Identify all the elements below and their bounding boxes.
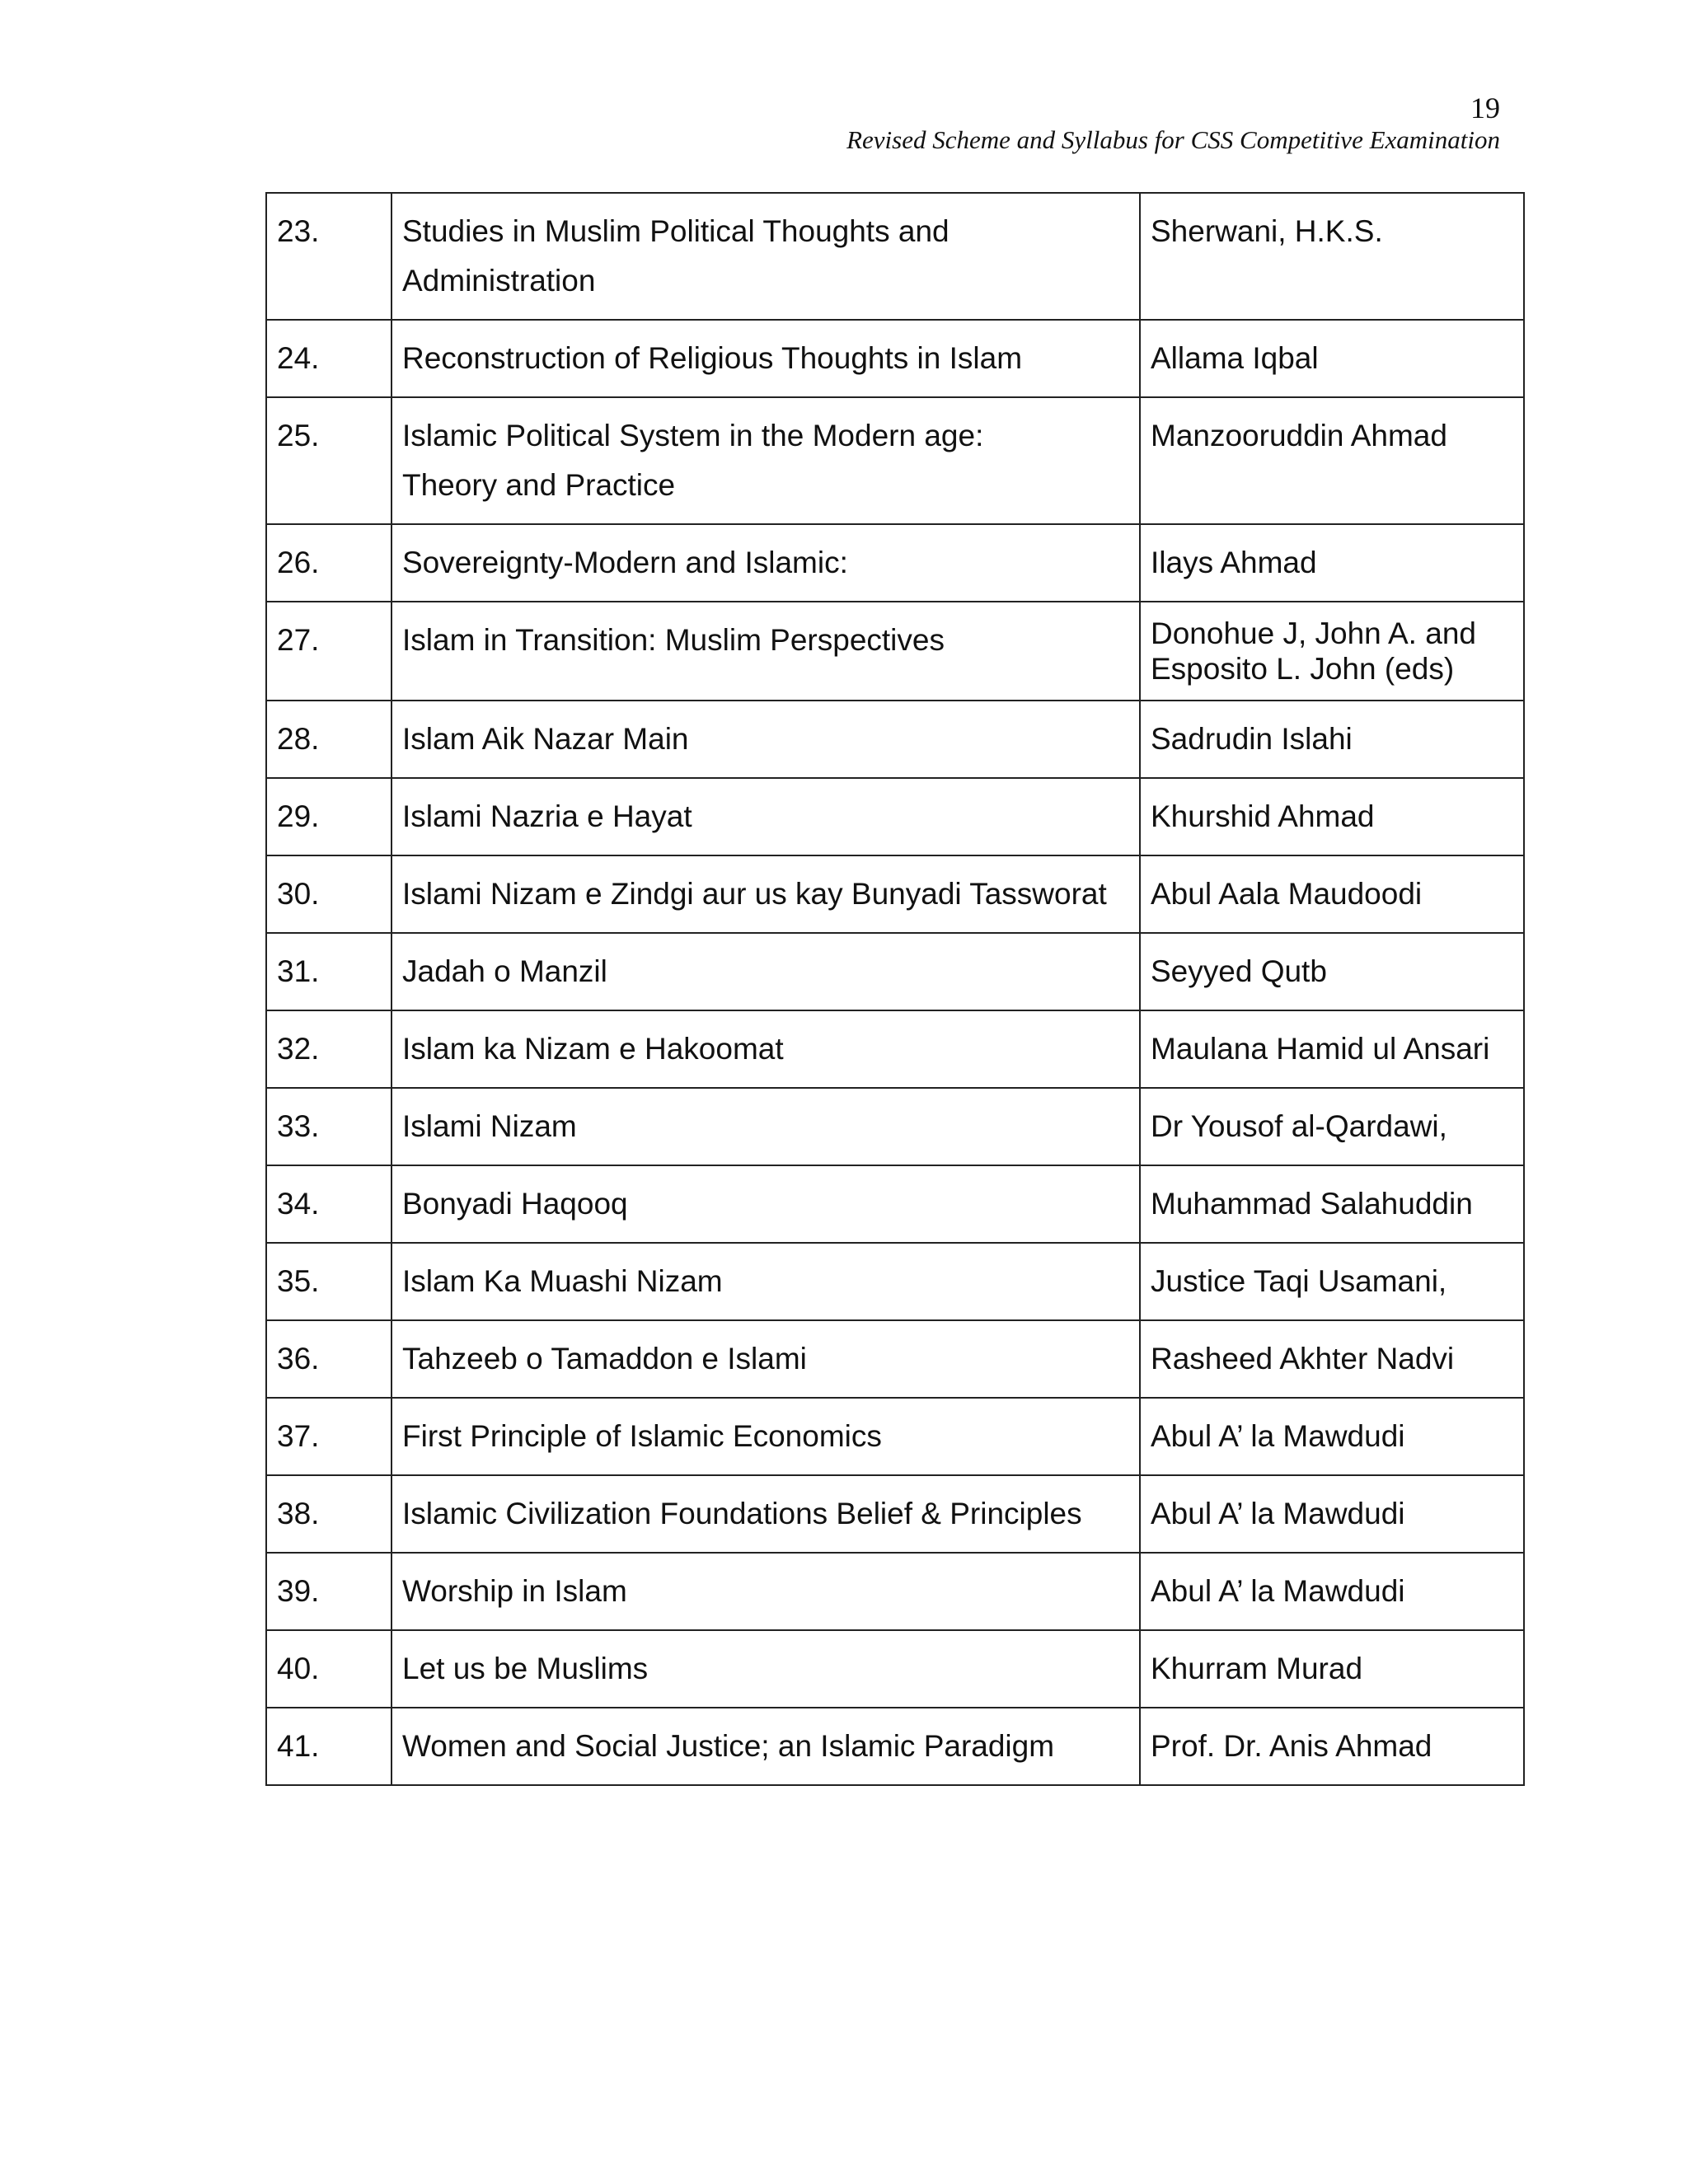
- book-title: [392, 1708, 1140, 1785]
- table-row: [266, 1398, 1524, 1475]
- row-number: 37.: [266, 1398, 392, 1475]
- title-line: Islamic Political System in the Modern age:: [402, 419, 984, 452]
- table-row: [266, 193, 1524, 320]
- table-row: [266, 1165, 1524, 1243]
- author-line: Donohue J, John A. and: [1151, 616, 1476, 650]
- author-line: Esposito L. John (eds): [1151, 652, 1455, 686]
- author-line: Sadrudin Islahi: [1151, 722, 1353, 756]
- row-number: 36.: [266, 1320, 392, 1398]
- book-title: [392, 320, 1140, 397]
- book-title: [392, 1553, 1140, 1630]
- book-title: [392, 602, 1140, 701]
- title-line: Administration: [402, 264, 596, 298]
- table-row: [266, 1553, 1524, 1630]
- row-number: 31.: [266, 933, 392, 1010]
- running-header: Revised Scheme and Syllabus for CSS Competitive Examination: [846, 125, 1500, 154]
- author: [1140, 524, 1524, 602]
- table-row: [266, 1320, 1524, 1398]
- title-line: Islami Nazria e Hayat: [402, 799, 692, 833]
- book-title: [392, 1398, 1140, 1475]
- author: [1140, 397, 1524, 524]
- title-line: Jadah o Manzil: [402, 954, 607, 988]
- row-number: 33.: [266, 1088, 392, 1165]
- author: [1140, 855, 1524, 933]
- author: [1140, 1243, 1524, 1320]
- author: [1140, 933, 1524, 1010]
- row-number: 27.: [266, 602, 392, 701]
- row-number: 34.: [266, 1165, 392, 1243]
- author: [1140, 1398, 1524, 1475]
- title-line: Bonyadi Haqooq: [402, 1187, 628, 1221]
- table-row: [266, 1475, 1524, 1553]
- table-row: [266, 320, 1524, 397]
- row-number: 35.: [266, 1243, 392, 1320]
- book-title: [392, 701, 1140, 778]
- book-title: [392, 193, 1140, 320]
- author-line: Abul A’ la Mawdudi: [1151, 1419, 1405, 1453]
- book-title: [392, 855, 1140, 933]
- book-title: [392, 1320, 1140, 1398]
- book-title: [392, 1088, 1140, 1165]
- author: [1140, 320, 1524, 397]
- title-line: Islam Aik Nazar Main: [402, 722, 689, 756]
- author-line: Rasheed Akhter Nadvi: [1151, 1342, 1455, 1376]
- author: [1140, 1088, 1524, 1165]
- author: [1140, 1475, 1524, 1553]
- table-row: [266, 1010, 1524, 1088]
- title-line: Tahzeeb o Tamaddon e Islami: [402, 1342, 807, 1376]
- author-line: Seyyed Qutb: [1151, 954, 1327, 988]
- author-line: Dr Yousof al-Qardawi,: [1151, 1109, 1447, 1143]
- table-row: [266, 524, 1524, 602]
- author: [1140, 1630, 1524, 1708]
- row-number: 38.: [266, 1475, 392, 1553]
- title-line: Worship in Islam: [402, 1574, 627, 1608]
- author-line: Abul A’ la Mawdudi: [1151, 1497, 1405, 1530]
- author: [1140, 778, 1524, 855]
- row-number: 39.: [266, 1553, 392, 1630]
- title-line: Islam in Transition: Muslim Perspectives: [402, 623, 945, 657]
- book-title: [392, 397, 1140, 524]
- row-number: 24.: [266, 320, 392, 397]
- book-title: [392, 1010, 1140, 1088]
- author-line: Khurram Murad: [1151, 1652, 1363, 1685]
- row-number: 32.: [266, 1010, 392, 1088]
- table-row: [266, 602, 1524, 701]
- title-line: Islami Nizam e Zindgi aur us kay Bunyadi Tassworat: [402, 877, 1107, 911]
- author: [1140, 1320, 1524, 1398]
- author-line: Abul Aala Maudoodi: [1151, 877, 1423, 911]
- author: [1140, 193, 1524, 320]
- book-title: [392, 1630, 1140, 1708]
- book-title: [392, 1165, 1140, 1243]
- row-number: 40.: [266, 1630, 392, 1708]
- row-number: 28.: [266, 701, 392, 778]
- author-line: Khurshid Ahmad: [1151, 799, 1375, 833]
- table-row: [266, 1630, 1524, 1708]
- row-number: 25.: [266, 397, 392, 524]
- table-row: [266, 1088, 1524, 1165]
- author-line: Allama Iqbal: [1151, 341, 1319, 375]
- author: [1140, 602, 1524, 701]
- title-line: Islam ka Nizam e Hakoomat: [402, 1032, 784, 1066]
- author: [1140, 1165, 1524, 1243]
- row-number: 30.: [266, 855, 392, 933]
- table-row: [266, 855, 1524, 933]
- row-number: 23.: [266, 193, 392, 320]
- author-line: Maulana Hamid ul Ansari: [1151, 1032, 1490, 1066]
- author: [1140, 701, 1524, 778]
- table-row: [266, 1708, 1524, 1785]
- reading-list-table: [265, 192, 1525, 1786]
- book-title: [392, 1243, 1140, 1320]
- row-number: 29.: [266, 778, 392, 855]
- author-line: Justice Taqi Usamani,: [1151, 1264, 1447, 1298]
- author: [1140, 1010, 1524, 1088]
- table-row: [266, 933, 1524, 1010]
- author: [1140, 1553, 1524, 1630]
- title-line: Let us be Muslims: [402, 1652, 649, 1685]
- title-line: Sovereignty-Modern and Islamic:: [402, 546, 848, 579]
- author-line: Manzooruddin Ahmad: [1151, 419, 1447, 452]
- book-title: [392, 778, 1140, 855]
- page-number: 19: [1470, 91, 1500, 124]
- author: [1140, 1708, 1524, 1785]
- title-line: First Principle of Islamic Economics: [402, 1419, 882, 1453]
- table-row: [266, 701, 1524, 778]
- title-line: Studies in Muslim Political Thoughts and: [402, 214, 950, 248]
- author-line: Ilays Ahmad: [1151, 546, 1317, 579]
- author-line: Muhammad Salahuddin: [1151, 1187, 1473, 1221]
- title-line: Women and Social Justice; an Islamic Paradigm: [402, 1729, 1055, 1763]
- book-title: [392, 1475, 1140, 1553]
- title-line: Islami Nizam: [402, 1109, 577, 1143]
- row-number: 26.: [266, 524, 392, 602]
- row-number: 41.: [266, 1708, 392, 1785]
- author-line: Prof. Dr. Anis Ahmad: [1151, 1729, 1432, 1763]
- title-line: Reconstruction of Religious Thoughts in Islam: [402, 341, 1023, 375]
- title-line: Islam Ka Muashi Nizam: [402, 1264, 723, 1298]
- author-line: Sherwani, H.K.S.: [1151, 214, 1383, 248]
- book-title: [392, 933, 1140, 1010]
- table-row: [266, 397, 1524, 524]
- table-row: [266, 778, 1524, 855]
- author-line: Abul A’ la Mawdudi: [1151, 1574, 1405, 1608]
- title-line: Theory and Practice: [402, 468, 676, 502]
- table-row: [266, 1243, 1524, 1320]
- title-line: Islamic Civilization Foundations Belief & Principles: [402, 1497, 1082, 1530]
- book-title: [392, 524, 1140, 602]
